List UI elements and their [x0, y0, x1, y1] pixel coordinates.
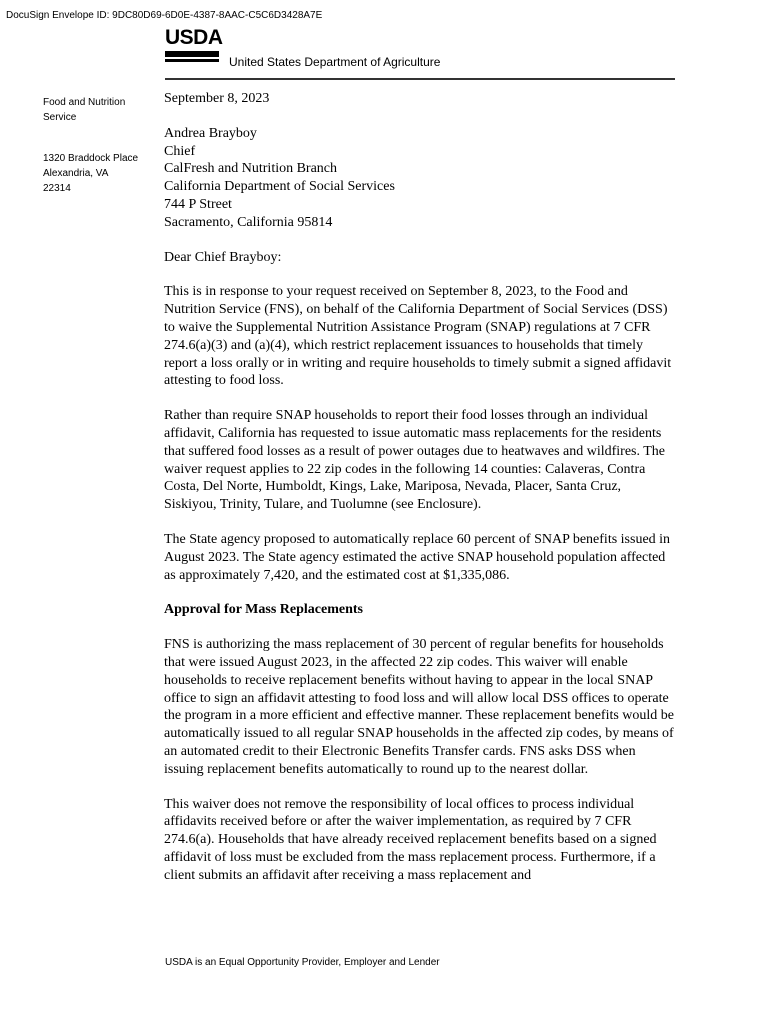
department-name: United States Department of Agriculture	[229, 55, 441, 69]
recipient-line: Chief	[164, 143, 196, 159]
logo-text: USDA	[165, 26, 223, 49]
address-line: 22314	[43, 183, 71, 194]
section-heading: Approval for Mass Replacements	[164, 602, 363, 618]
paragraph: The State agency proposed to automatically replace 60 percent of SNAP benefits issued in August 2023. The State agency estimated the active SNAP household population affected as approximately 7,420, and the estimated cost at $1,335,086.	[164, 531, 671, 583]
recipient-block	[164, 125, 676, 232]
paragraph: This waiver does not remove the responsibility of local offices to process individual affidavits received before or after the waiver implementation, as required by 7 CFR 274.6(a). Households that have already received replacement benefits based on a signed affidavit of loss must be excluded from the mass replacement process. Furthermore, if a client submits an affidavit after receiving a mass replacement and	[164, 796, 657, 883]
paragraph: Rather than require SNAP households to report their food losses through an individual affidavit, California has requested to issue automatic mass replacements for the residents that suffered food losses as a result of power outages due to heatwaves and wildfires. The waiver request applies to 22 zip codes in the following 14 counties: Calaveras, Contra Costa, Del Norte, Humboldt, Kings, Lake, Mariposa, Nevada, Placer, Santa Cruz, Siskiyou, Trinity, Tulare, and Tuolumne (see Enclosure).	[164, 408, 666, 513]
recipient-line: 744 P Street	[164, 196, 232, 212]
address-line: Alexandria, VA	[43, 168, 109, 179]
recipient-line: Andrea Brayboy	[164, 125, 257, 141]
agency-line: Service	[43, 112, 77, 123]
paragraph: FNS is authorizing the mass replacement of 30 percent of regular benefits for households that were issued August 2023, in the affected 22 zip codes. This waiver will enable households to receive replacement benefits without having to appear in the local SNAP office to sign an affidavit attesting to food loss and will allow local DSS offices to operate the program in a more efficient and effective manner. These replacement benefits would be automatically issued to all regular SNAP households in the affected zip codes, by means of an automated credit to their Electronic Benefits Transfer cards. FNS asks DSS when issuing replacement benefits automatically to round up to the nearest dollar.	[164, 637, 675, 777]
salutation: Dear Chief Brayboy:	[164, 249, 282, 265]
sidebar-address	[43, 151, 138, 196]
letter-body	[164, 90, 676, 901]
address-line: 1320 Braddock Place	[43, 153, 139, 164]
footer-text: USDA is an Equal Opportunity Provider, Employer and Lender	[165, 957, 440, 968]
usda-logo	[165, 26, 223, 65]
logo-bar	[165, 51, 219, 57]
recipient-line: Sacramento, California 95814	[164, 214, 333, 230]
envelope-id: DocuSign Envelope ID: 9DC80D69-6D0E-4387-8AAC-C5C6D3428A7E	[6, 10, 323, 21]
recipient-line: California Department of Social Services	[164, 179, 395, 195]
paragraph: This is in response to your request received on September 8, 2023, to the Food and Nutrition Service (FNS), on behalf of the California Department of Social Services (DSS) to waive the Supplemental Nutrition Assistance Program (SNAP) regulations at 7 CFR 274.6(a)(3) and (a)(4), which restrict replacement issuances to households that timely report a loss orally or in writing and require households to timely submit a signed affidavit attesting to food loss.	[164, 284, 672, 389]
header-rule	[165, 78, 675, 80]
sidebar-agency	[43, 95, 125, 125]
letter-date: September 8, 2023	[164, 91, 270, 106]
logo-bar-thin	[165, 59, 219, 62]
agency-line: Food and Nutrition	[43, 97, 126, 108]
recipient-line: CalFresh and Nutrition Branch	[164, 161, 338, 177]
